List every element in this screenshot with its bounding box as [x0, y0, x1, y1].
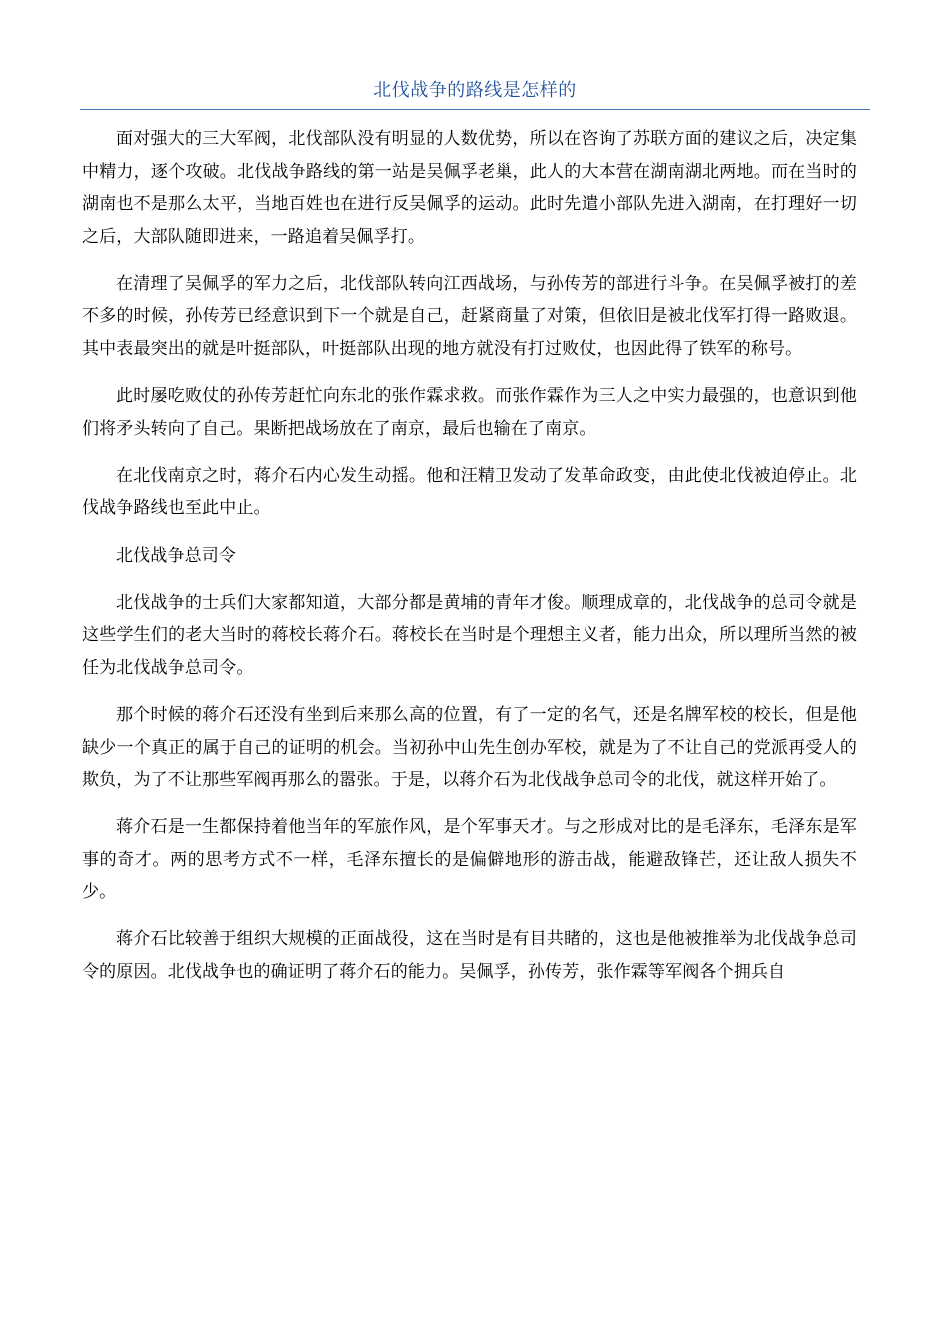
- paragraph: 那个时候的蒋介石还没有坐到后来那么高的位置，有了一定的名气，还是名牌军校的校长，但是他缺少一个真正的属于自己的证明的机会。当初孙中山先生创办军校，就是为了不让自己的党派再受人的欺负，为了不让那些军阀再那么的嚣张。于是，以蒋介石为北伐战争总司令的北伐，就这样开始了。: [82, 704, 857, 791]
- document-body: [82, 123, 857, 1003]
- paragraph: 此时屡吃败仗的孙传芳赶忙向东北的张作霖求救。而张作霖作为三人之中实力最强的，也意识到他们将矛头转向了自己。果断把战场放在了南京，最后也输在了南京。: [82, 386, 857, 439]
- paragraph: 在北伐南京之时，蒋介石内心发生动摇。他和汪精卫发动了发革命政变，由此使北伐被迫停止。北伐战争路线也至此中止。: [82, 465, 857, 519]
- paragraph: 北伐战争的士兵们大家都知道，大部分都是黄埔的青年才俊。顺理成章的，北伐战争的总司令就是这些学生们的老大当时的蒋校长蒋介石。蒋校长在当时是个理想主义者，能力出众，所以理所当然的被任为北伐战争总司令。: [82, 592, 857, 678]
- paragraph: 在清理了吴佩孚的军力之后，北伐部队转向江西战场，与孙传芳的部进行斗争。在吴佩孚被打的差不多的时候，孙传芳已经意识到下一个就是自己，赶紧商量了对策，但依旧是被北伐军打得一路败退。其中表最突出的就是叶挺部队，叶挺部队出现的地方就没有打过败仗，也因此得了铁军的称号。: [82, 273, 857, 360]
- paragraph: 蒋介石是一生都保持着他当年的军旅作风，是个军事天才。与之形成对比的是毛泽东，毛泽东是军事的奇才。两的思考方式不一样，毛泽东擅长的是偏僻地形的游击战，能避敌锋芒，还让敌人损失不少。: [82, 817, 857, 903]
- page-title: 北伐战争的路线是怎样的: [373, 80, 577, 101]
- page-header: [80, 76, 870, 110]
- section-heading: 北伐战争总司令: [116, 545, 237, 566]
- paragraph: 面对强大的三大军阀，北伐部队没有明显的人数优势，所以在咨询了苏联方面的建议之后，决定集中精力，逐个攻破。北伐战争路线的第一站是吴佩孚老巢，此人的大本营在湖南湖北两地。而在当时的湖南也不是那么太平，当地百姓也在进行反吴佩孚的运动。此时先遣小部队先进入湖南，在打理好一切之后，大部队随即进来，一路追着吴佩孚打。: [82, 129, 857, 247]
- paragraph: 蒋介石比较善于组织大规模的正面战役，这在当时是有目共睹的，这也是他被推举为北伐战争总司令的原因。北伐战争也的确证明了蒋介石的能力。吴佩孚，孙传芳，张作霖等军阀各个拥兵自: [82, 929, 857, 983]
